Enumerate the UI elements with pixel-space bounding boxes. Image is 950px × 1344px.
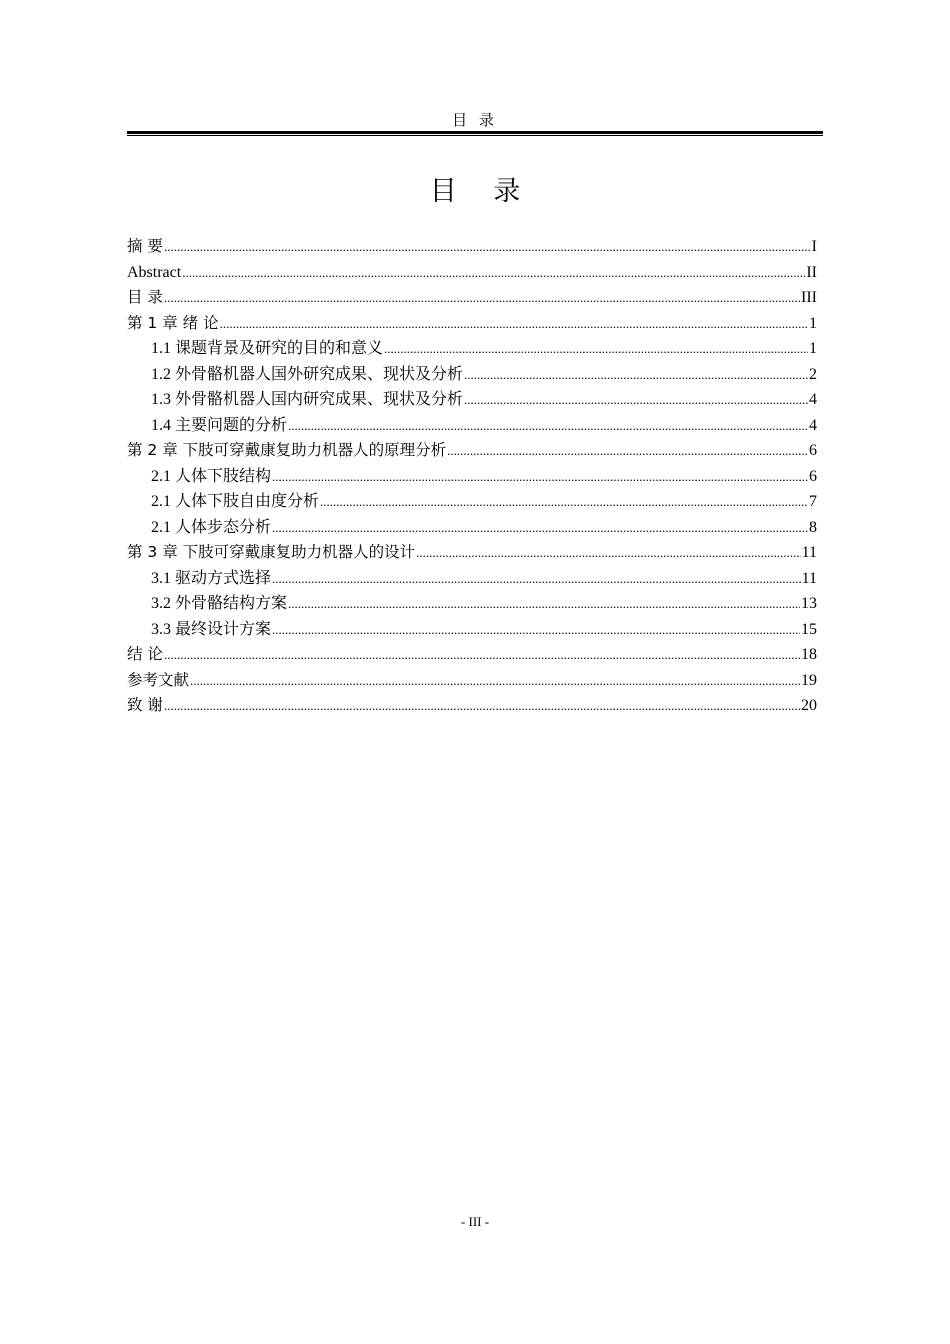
dot-leader	[416, 540, 800, 566]
toc-entry-title: 2.1 人体下肢自由度分析	[151, 493, 320, 510]
dot-leader	[272, 464, 808, 490]
toc-entry[interactable]	[127, 285, 817, 311]
toc-entry-title: 1.1 课题背景及研究的目的和意义	[151, 340, 384, 357]
toc-entry-title: 第 2 章 下肢可穿戴康复助力机器人的原理分析	[127, 441, 447, 459]
header-rule-thin	[127, 135, 823, 136]
toc-entry-title: 3.2 外骨骼结构方案	[151, 595, 288, 612]
toc-entry-title: 2.1 人体步态分析	[151, 518, 272, 536]
table-of-contents	[127, 234, 817, 719]
page-title: 目 录	[429, 176, 535, 207]
dot-leader	[272, 566, 801, 592]
toc-entry-title: 3.1 驱动方式选择	[151, 569, 272, 587]
dot-leader	[272, 515, 808, 541]
dot-leader	[464, 387, 808, 413]
toc-entry-title: 第 3 章 下肢可穿戴康复助力机器人的设计	[127, 543, 416, 561]
toc-entry-page: III	[801, 289, 817, 306]
toc-entry[interactable]	[127, 642, 817, 668]
toc-entry-title: 1.3 外骨骼机器人国内研究成果、现状及分析	[151, 391, 464, 408]
toc-entry[interactable]	[127, 540, 817, 566]
toc-entry[interactable]	[127, 234, 817, 260]
dot-leader	[447, 438, 808, 464]
dot-leader	[190, 668, 800, 694]
toc-entry-page: 19	[801, 671, 817, 689]
toc-entry-page: 6	[809, 442, 817, 459]
header-rule-thick	[127, 131, 823, 134]
toc-entry-page: 11	[801, 544, 817, 561]
toc-entry[interactable]	[127, 387, 817, 413]
toc-entry[interactable]	[127, 464, 817, 490]
dot-leader	[464, 362, 808, 388]
toc-entry-page: 2	[809, 365, 817, 383]
dot-leader	[320, 489, 808, 515]
toc-entry-page: I	[811, 238, 817, 255]
dot-leader	[272, 617, 800, 643]
dot-leader	[164, 234, 811, 260]
toc-entry[interactable]	[127, 617, 817, 643]
toc-entry[interactable]	[127, 311, 817, 337]
page-number: - III -	[460, 1214, 490, 1229]
dot-leader	[220, 311, 808, 337]
toc-entry-title: 1.2 外骨骼机器人国外研究成果、现状及分析	[151, 365, 464, 383]
toc-entry-page: 11	[801, 569, 817, 587]
toc-entry[interactable]	[127, 668, 817, 694]
toc-entry-page: 1	[809, 314, 817, 332]
toc-entry-page: 1	[809, 340, 817, 357]
toc-entry-page: 8	[809, 518, 817, 536]
toc-entry-title: 目 录	[127, 288, 163, 306]
dot-leader	[164, 642, 800, 668]
toc-entry[interactable]	[127, 438, 817, 464]
toc-entry-title: 1.4 主要问题的分析	[151, 416, 288, 434]
toc-entry[interactable]	[127, 591, 817, 617]
toc-entry[interactable]	[127, 515, 817, 541]
toc-entry-title: 2.1 人体下肢结构	[151, 467, 272, 485]
toc-entry[interactable]	[127, 336, 817, 362]
toc-entry-title: 第 1 章 绪 论	[127, 313, 219, 332]
dot-leader	[182, 260, 805, 286]
toc-entry-page: II	[806, 263, 817, 281]
toc-entry-title: 致 谢	[127, 696, 163, 714]
toc-entry-page: 13	[801, 595, 817, 612]
toc-entry-page: 15	[801, 620, 817, 638]
toc-entry-title: 结 论	[127, 645, 163, 663]
toc-entry-title: 参考文献	[127, 670, 190, 689]
toc-entry-page: 20	[801, 697, 817, 714]
toc-entry-page: 7	[809, 493, 817, 510]
toc-entry-page: 4	[809, 391, 817, 408]
toc-entry[interactable]	[127, 260, 817, 286]
dot-leader	[164, 693, 800, 719]
toc-entry-title: 3.3 最终设计方案	[151, 620, 272, 638]
toc-entry[interactable]	[127, 693, 817, 719]
dot-leader	[384, 336, 808, 362]
toc-entry-title: 摘 要	[127, 237, 163, 255]
toc-entry-page: 6	[809, 467, 817, 485]
dot-leader	[288, 413, 808, 439]
running-header: 目 录	[452, 113, 498, 129]
toc-entry-title: Abstract	[127, 263, 182, 281]
toc-entry[interactable]	[127, 413, 817, 439]
dot-leader	[164, 285, 800, 311]
toc-entry[interactable]	[127, 362, 817, 388]
toc-entry-page: 4	[809, 416, 817, 434]
dot-leader	[288, 591, 800, 617]
toc-entry[interactable]	[127, 566, 817, 592]
toc-entry[interactable]	[127, 489, 817, 515]
toc-entry-page: 18	[801, 646, 817, 663]
